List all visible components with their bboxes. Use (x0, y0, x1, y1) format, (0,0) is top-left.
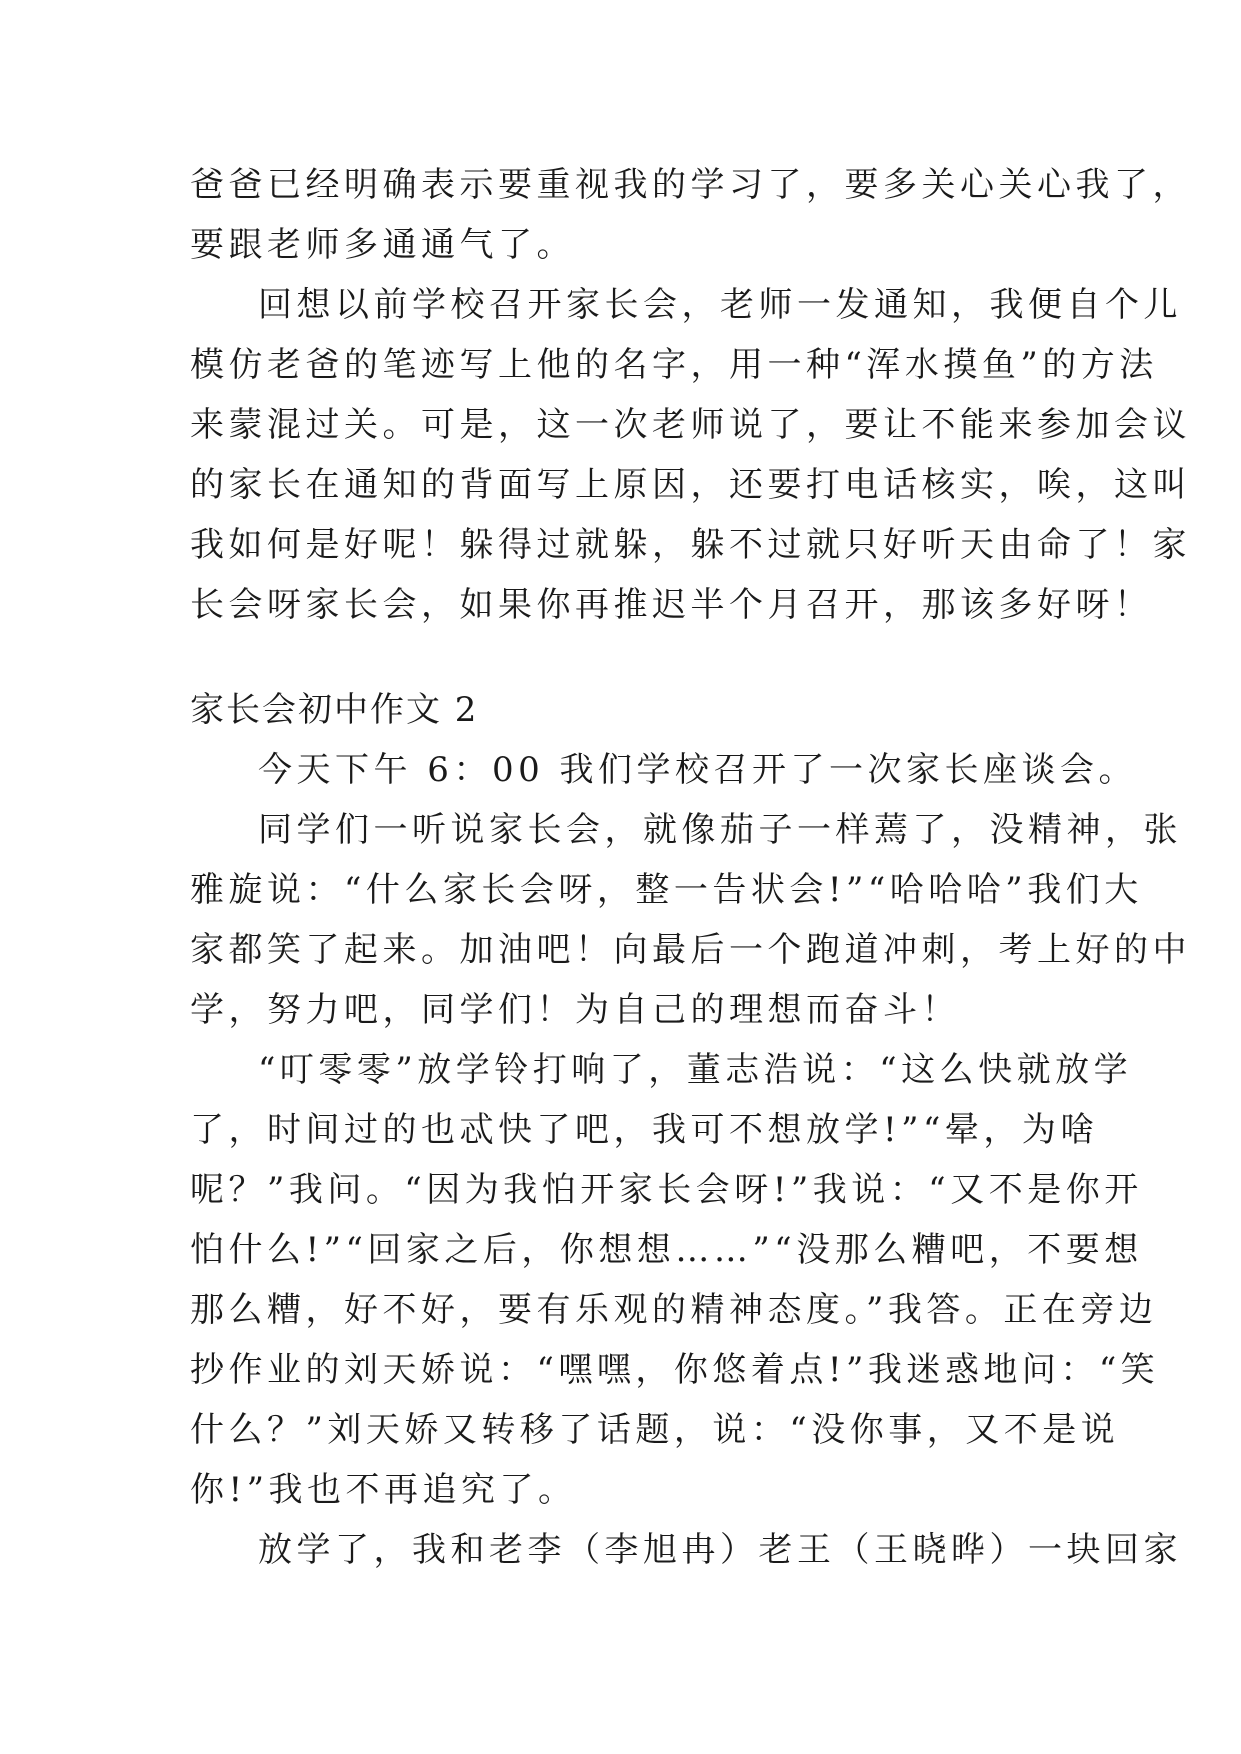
paragraph-4-line-3: 家都笑了起来。加油吧！向最后一个跑道冲刺，考上好的中 (190, 930, 1191, 970)
paragraph-6-line-1: 放学了，我和老李（李旭冉）老王（王晓晔）一块回家 (258, 1530, 1182, 1570)
paragraph-1-line-1: 爸爸已经明确表示要重视我的学习了，要多关心关心我了， (190, 165, 1191, 205)
paragraph-5-line-1: “叮零零”放学铃打响了，董志浩说：“这么快就放学 (258, 1050, 1133, 1090)
paragraph-2-line-1: 回想以前学校召开家长会，老师一发通知，我便自个儿 (258, 285, 1182, 325)
paragraph-3-line-1: 今天下午 6：00 我们学校召开了一次家长座谈会。 (258, 750, 1138, 790)
paragraph-5-line-5: 那么糟，好不好，要有乐观的精神态度。”我答。正在旁边 (190, 1290, 1158, 1330)
paragraph-5-line-6: 抄作业的刘天娇说：“嘿嘿，你悠着点!”我迷惑地问：“笑 (190, 1350, 1160, 1390)
section-title: 家长会初中作文 2 (190, 690, 479, 730)
paragraph-5-line-8: 你!”我也不再追究了。 (190, 1470, 577, 1510)
paragraph-2-line-2: 模仿老爸的笔迹写上他的名字，用一种“浑水摸鱼”的方法 (190, 345, 1158, 385)
paragraph-5-line-3: 呢？”我问。“因为我怕开家长会呀!”我说：“又不是你开 (190, 1170, 1143, 1210)
paragraph-2-line-6: 长会呀家长会，如果你再推迟半个月召开，那该多好呀！ (190, 585, 1153, 625)
paragraph-2-line-5: 我如何是好呢！躲得过就躲，躲不过就只好听天由命了！家 (190, 525, 1191, 565)
paragraph-5-line-2: 了，时间过的也忒快了吧，我可不想放学!”“晕，为啥 (190, 1110, 1099, 1150)
paragraph-4-line-4: 学，努力吧，同学们！为自己的理想而奋斗！ (190, 990, 960, 1030)
paragraph-2-line-4: 的家长在通知的背面写上原因，还要打电话核实，唉，这叫 (190, 465, 1191, 505)
paragraph-1-line-2: 要跟老师多通通气了。 (190, 225, 575, 265)
paragraph-5-line-4: 怕什么!”“回家之后，你想想……”“没那么糟吧，不要想 (190, 1230, 1143, 1270)
paragraph-5-line-7: 什么？”刘天娇又转移了话题，说：“没你事，又不是说 (190, 1410, 1120, 1450)
paragraph-4-line-2: 雅旋说：“什么家长会呀，整一告状会!”“哈哈哈”我们大 (190, 870, 1143, 910)
paragraph-2-line-3: 来蒙混过关。可是，这一次老师说了，要让不能来参加会议 (190, 405, 1191, 445)
paragraph-4-line-1: 同学们一听说家长会，就像茄子一样蔫了，没精神，张 (258, 810, 1182, 850)
